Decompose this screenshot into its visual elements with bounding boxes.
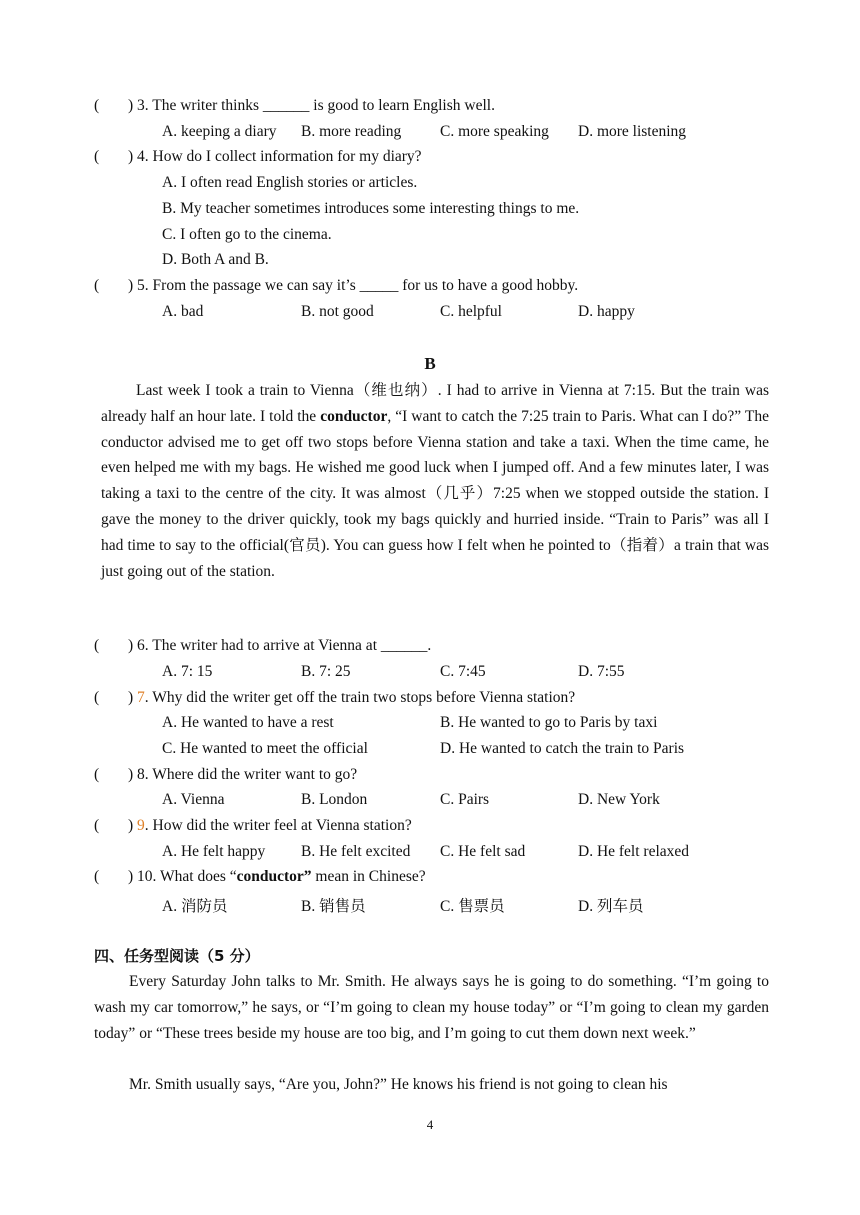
question-stem: . Why did the writer get off the train two stops before Vienna station? [144,689,576,706]
option-a: A. bad [162,303,204,320]
answer-paren-open: ( [94,689,100,706]
option-d: D. Both A and B. [162,251,269,268]
option-c: C. I often go to the cinema. [162,226,332,243]
question-3 [94,97,495,115]
section4-text-2: Mr. Smith usually says, “Are you, John?” He knows his friend is not going to clean his [129,1076,668,1093]
option-c: C. 售票员 [440,898,505,915]
answer-paren-close: ) [128,97,134,114]
answer-paren-open: ( [94,148,100,165]
answer-paren-close: ) [128,689,134,706]
option-d: D. New York [578,791,660,808]
passage-title: B [424,354,436,373]
option-d: D. happy [578,303,635,320]
option-b: B. 销售员 [301,898,366,915]
question-9 [94,817,412,835]
answer-paren-close: ) [128,868,134,885]
answer-paren-open: ( [94,766,100,783]
option-c: C. more speaking [440,123,549,140]
answer-paren-open: ( [94,637,100,654]
question-number: 10 [137,868,153,885]
question-4 [94,148,422,166]
section4-text-1: Every Saturday John talks to Mr. Smith. He always says he is going to do something. “I’m going to wash my car tomorrow,” he says, or “I’m going to clean my house today” or “I’m going to clean my garden today” or “These trees beside my house are too big, and I’m going to cut them down next week.” [94,973,769,1042]
option-b: B. My teacher sometimes introduces some interesting things to me. [162,200,580,217]
question-stem: . How did the writer feel at Vienna station? [144,817,412,834]
passage-b-part-2: , “I want to catch the 7:25 train to Paris. What can I do?” The conductor advised me to get off two stops before Vienna station and take a taxi. When the time came, he even helped me with my bags. He wished me good luck when I jumped off. And a few minutes later, I was taking a taxi to the centre of the city. It was almost（几乎）7:25 when we stopped outside the station. I gave the money to the driver quickly, took my bags quickly and hurried inside. “Train to Paris” was all I had time to say to the official(官员). You can guess how I felt when he pointed to（指着）a train that was just going out of the station. [101,407,769,580]
answer-paren-open: ( [94,97,100,114]
passage-b-text [101,378,769,584]
question-7 [94,689,575,707]
option-a: A. keeping a diary [162,123,277,140]
question-number: 3 [137,97,145,114]
option-c: C. helpful [440,303,502,320]
question-stem: . From the passage we can say it’s _____ for us to have a good hobby. [144,277,579,294]
question-stem-bold: conductor” [236,868,312,885]
question-stem: . Where did the writer want to go? [144,766,358,783]
option-a: A. 消防员 [162,898,228,915]
option-b: B. He felt excited [301,843,411,860]
option-c: C. 7:45 [440,663,486,680]
question-number: 5 [137,277,145,294]
page-number: 4 [426,1117,434,1132]
option-b: B. He wanted to go to Paris by taxi [440,714,658,731]
option-d: D. 7:55 [578,663,625,680]
question-stem: . The writer had to arrive at Vienna at ______. [144,637,432,654]
question-stem-b: mean in Chinese? [311,868,426,885]
passage-b-bold-word: conductor [320,407,388,425]
question-number: 7 [137,689,145,706]
answer-paren-close: ) [128,817,134,834]
option-b: B. not good [301,303,374,320]
answer-paren-close: ) [128,277,134,294]
option-c: C. Pairs [440,791,490,808]
option-a: A. He felt happy [162,843,266,860]
section4-paragraph-2 [94,1072,769,1098]
answer-paren-open: ( [94,868,100,885]
answer-paren-open: ( [94,277,100,294]
question-stem: . The writer thinks ______ is good to learn English well. [144,97,495,114]
question-stem: . How do I collect information for my diary? [144,148,422,165]
question-number: 6 [137,637,145,654]
section-heading: 四、任务型阅读（5 分） [94,947,260,965]
answer-paren-close: ) [128,766,134,783]
option-a: A. 7: 15 [162,663,213,680]
question-5 [94,277,578,295]
answer-paren-close: ) [128,148,134,165]
passage-b-part-1: Last week I took a train to Vienna（维也纳）. I had to arrive in Vienna at 7:15. But the train was already half an hour late. I told the [101,382,769,425]
option-c: C. He wanted to meet the official [162,740,368,757]
section4-paragraph-1 [94,969,769,1046]
option-a: A. He wanted to have a rest [162,714,334,731]
answer-paren-open: ( [94,817,100,834]
option-a: A. Vienna [162,791,225,808]
option-d: D. He felt relaxed [578,843,690,860]
question-number: 4 [137,148,145,165]
question-number: 9 [137,817,145,834]
question-6 [94,637,431,655]
option-b: B. more reading [301,123,402,140]
option-d: D. more listening [578,123,687,140]
option-a: A. I often read English stories or articles. [162,174,418,191]
question-8 [94,766,357,784]
option-d: D. He wanted to catch the train to Paris [440,740,685,757]
question-number: 8 [137,766,145,783]
question-10 [94,868,426,886]
option-b: B. London [301,791,368,808]
question-stem-a: . What does “ [152,868,237,885]
answer-paren-close: ) [128,637,134,654]
option-b: B. 7: 25 [301,663,351,680]
option-d: D. 列车员 [578,898,644,915]
option-c: C. He felt sad [440,843,526,860]
